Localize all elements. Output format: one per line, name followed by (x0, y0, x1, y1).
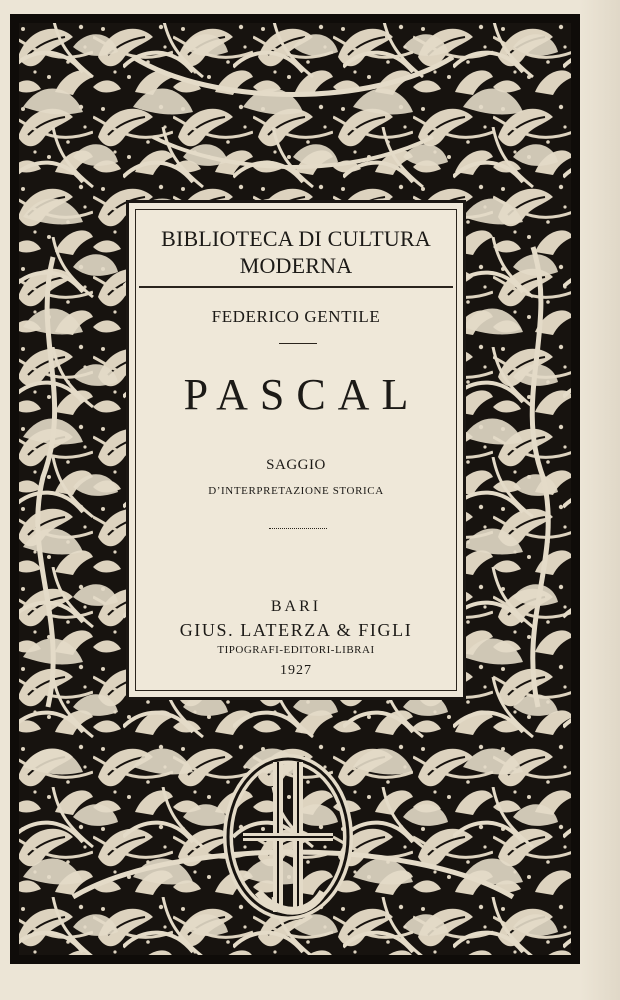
series-name (139, 225, 453, 285)
author-divider (279, 343, 317, 344)
publisher-monogram-icon (218, 742, 358, 932)
subtitle: SAGGIO (266, 457, 326, 473)
subtitle-detail: D’INTERPRETAZIONE STORICA (208, 485, 384, 497)
publisher-name: GIUS. LATERZA & FIGLI (179, 620, 413, 640)
title-panel (126, 200, 466, 700)
publication-place: BARI (270, 598, 322, 615)
author-name: FEDERICO GENTILE (211, 307, 381, 326)
publisher-description: TIPOGRAFI-EDITORI-LIBRAI (217, 644, 375, 656)
series-divider (139, 286, 453, 288)
ornamental-divider (269, 528, 327, 529)
publication-year: 1927 (280, 663, 312, 678)
book-title: PASCAL (183, 370, 421, 419)
series-line-1: BIBLIOTECA DI CULTURA (161, 226, 431, 251)
series-line-2: MODERNA (239, 253, 353, 278)
page-edge-shadow (580, 0, 620, 1000)
